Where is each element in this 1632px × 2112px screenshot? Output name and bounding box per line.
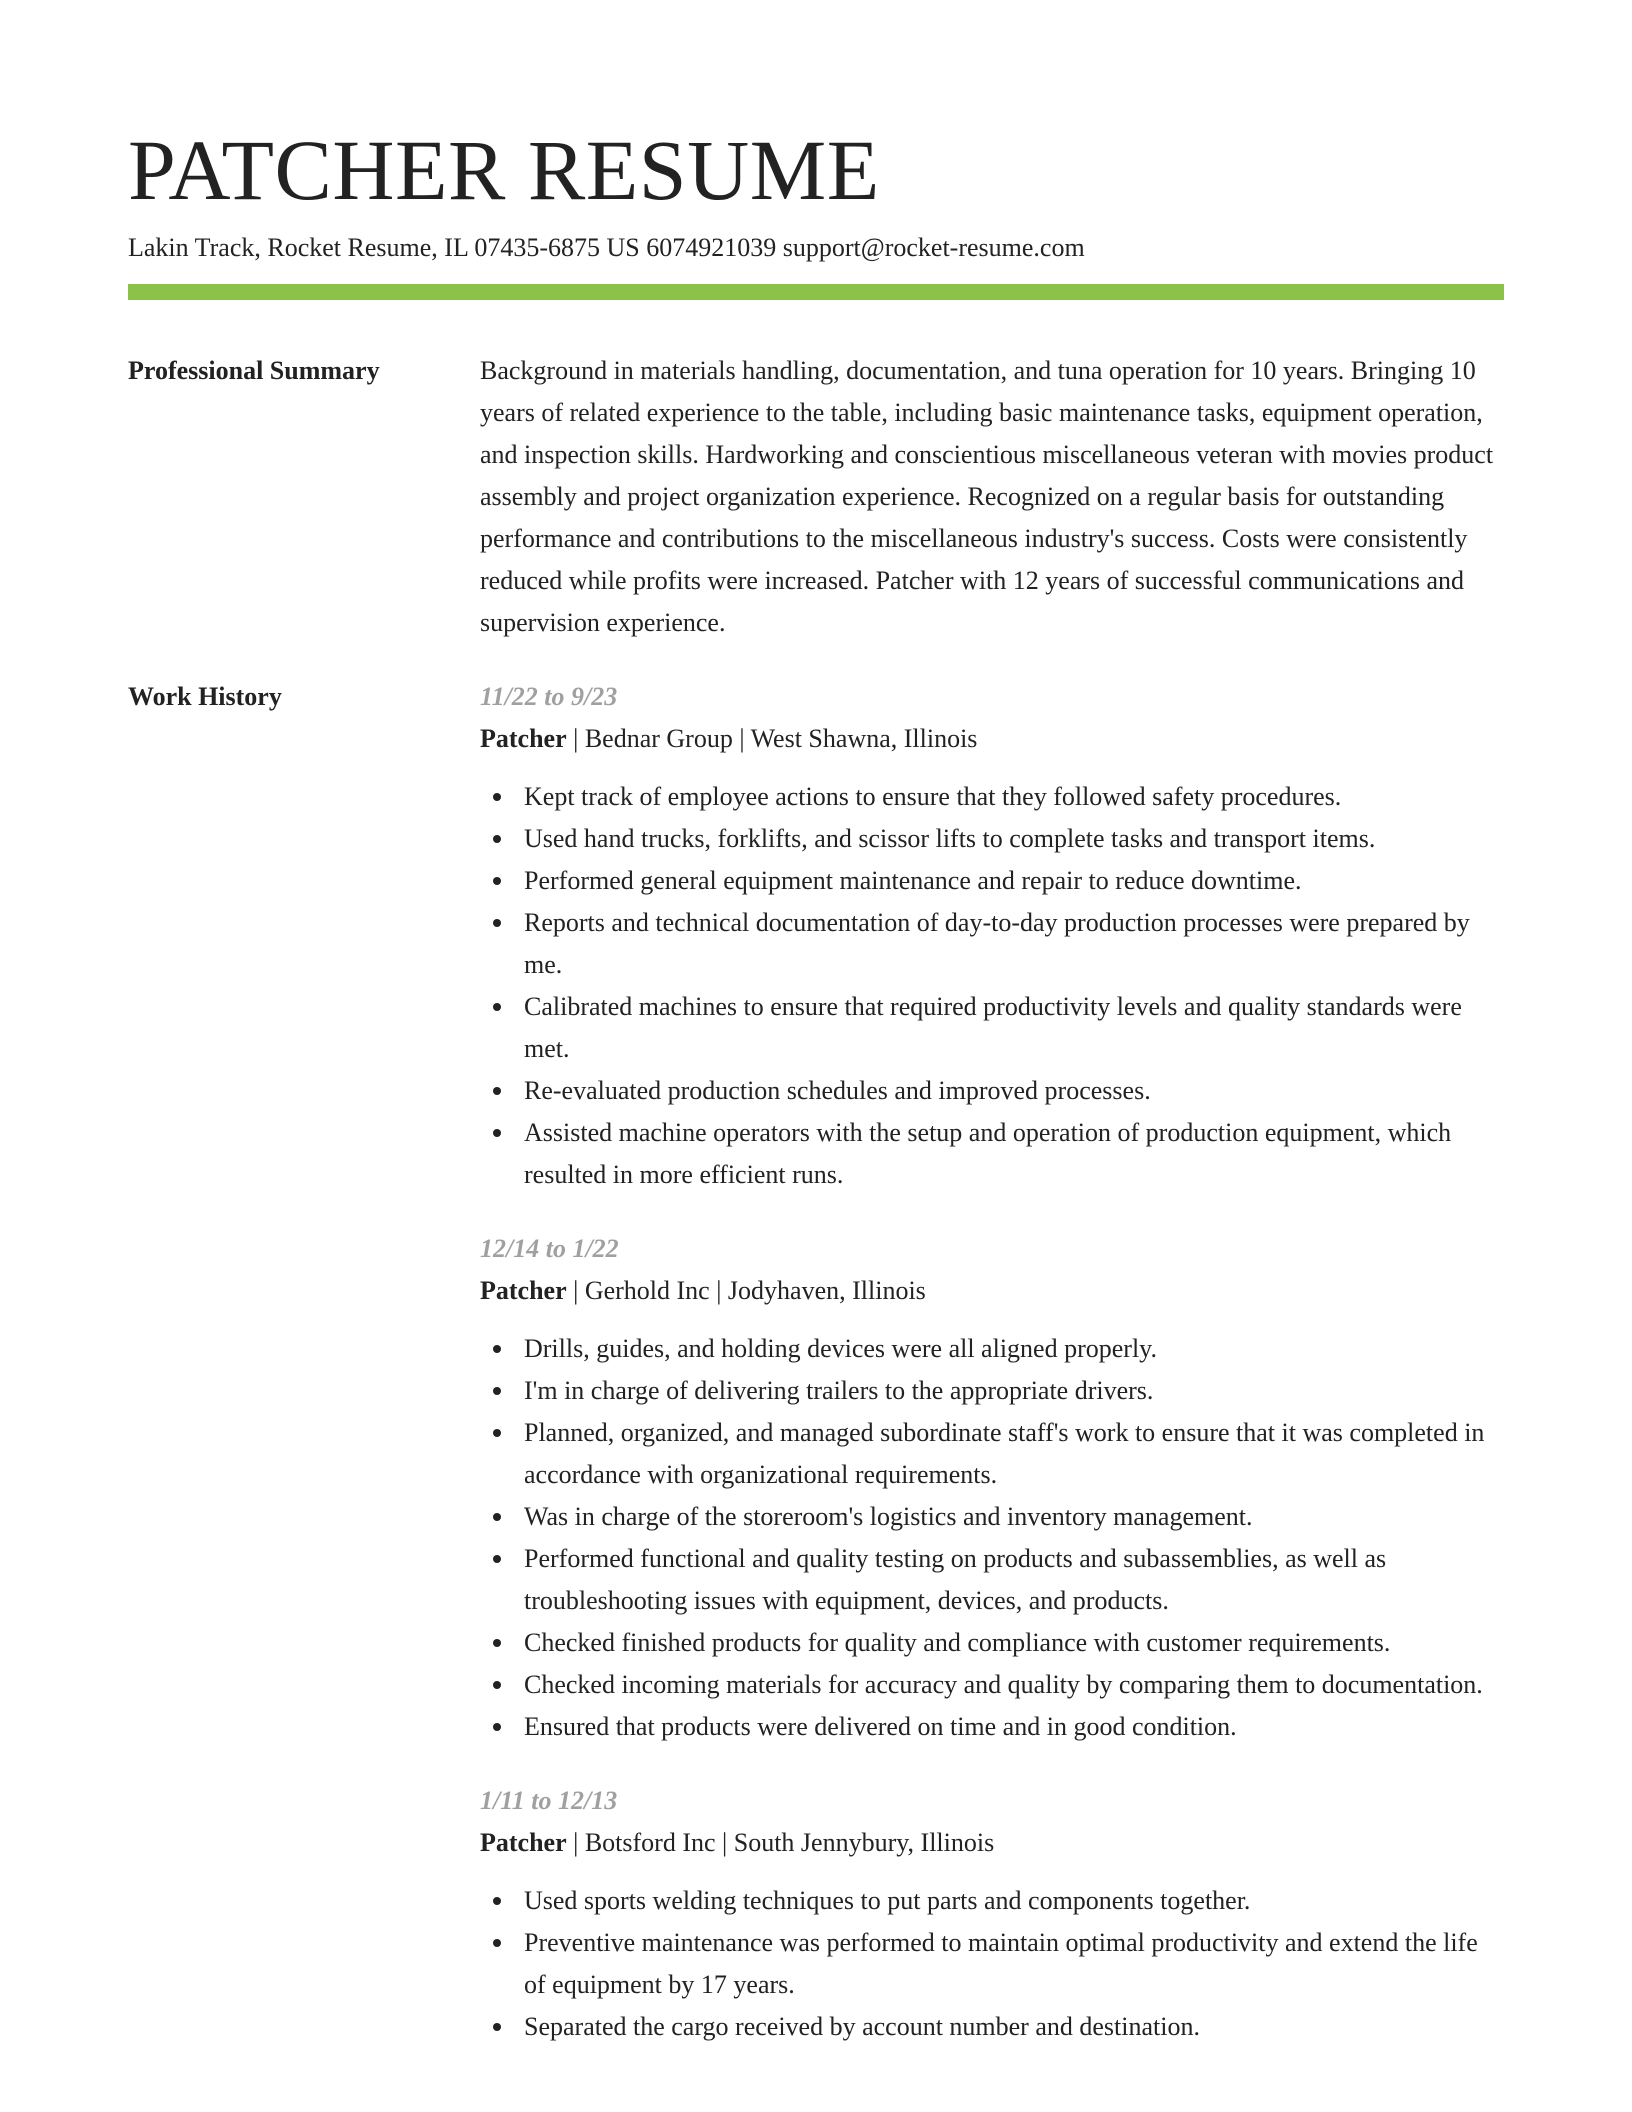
job-bullet: Was in charge of the storeroom's logistics and inventory management. <box>480 1496 1504 1538</box>
work-history-section <box>128 676 1504 2080</box>
accent-divider <box>128 284 1504 300</box>
job-entry <box>480 1228 1504 1748</box>
job-bullet-list <box>480 1328 1504 1748</box>
job-bullet: Performed functional and quality testing on products and subassemblies, as well as troubleshooting issues with equipment, devices, and products. <box>480 1538 1504 1622</box>
work-history-body <box>480 676 1504 2080</box>
job-entry <box>480 676 1504 1196</box>
job-details: | Bednar Group | West Shawna, Illinois <box>566 724 978 753</box>
job-bullet: Used hand trucks, forklifts, and scissor lifts to complete tasks and transport items. <box>480 818 1504 860</box>
job-bullet: Preventive maintenance was performed to maintain optimal productivity and extend the life of equipment by 17 years. <box>480 1922 1504 2006</box>
job-bullet: Drills, guides, and holding devices were all aligned properly. <box>480 1328 1504 1370</box>
job-bullet: Separated the cargo received by account number and destination. <box>480 2006 1504 2048</box>
job-details: | Gerhold Inc | Jodyhaven, Illinois <box>566 1276 926 1305</box>
job-heading <box>480 718 1504 760</box>
job-title: Patcher <box>480 724 567 753</box>
job-bullet-list <box>480 1880 1504 2048</box>
job-bullet: Used sports welding techniques to put parts and components together. <box>480 1880 1504 1922</box>
section-label-summary: Professional Summary <box>128 356 380 385</box>
job-bullet: Checked incoming materials for accuracy and quality by comparing them to documentation. <box>480 1664 1504 1706</box>
job-bullet: Reports and technical documentation of day-to-day production processes were prepared by me. <box>480 902 1504 986</box>
job-dates: 1/11 to 12/13 <box>480 1786 618 1815</box>
job-bullet: I'm in charge of delivering trailers to the appropriate drivers. <box>480 1370 1504 1412</box>
job-dates: 11/22 to 9/23 <box>480 682 618 711</box>
job-bullet: Assisted machine operators with the setup and operation of production equipment, which resulted in more efficient runs. <box>480 1112 1504 1196</box>
summary-body <box>480 350 1504 644</box>
job-bullet: Re-evaluated production schedules and improved processes. <box>480 1070 1504 1112</box>
summary-text: Background in materials handling, documentation, and tuna operation for 10 years. Bringing 10 years of related experience to the table, including basic maintenance tasks, equipment operation, and inspection skills. Hardworking and conscientious miscellaneous veteran with movies product assembly and project organization experience. Recognized on a regular basis for outstanding performance and contributions to the miscellaneous industry's success. Costs were consistently reduced while profits were increased. Patcher with 12 years of successful communications and supervision experience. <box>480 356 1494 637</box>
job-heading <box>480 1270 1504 1312</box>
job-bullet: Planned, organized, and managed subordinate staff's work to ensure that it was completed in accordance with organizational requirements. <box>480 1412 1504 1496</box>
job-details: | Botsford Inc | South Jennybury, Illinois <box>566 1828 995 1857</box>
job-bullet: Ensured that products were delivered on time and in good condition. <box>480 1706 1504 1748</box>
job-bullet: Performed general equipment maintenance and repair to reduce downtime. <box>480 860 1504 902</box>
job-bullet: Kept track of employee actions to ensure that they followed safety procedures. <box>480 776 1504 818</box>
job-bullet: Calibrated machines to ensure that required productivity levels and quality standards were met. <box>480 986 1504 1070</box>
job-bullet-list <box>480 776 1504 1196</box>
contact-line: Lakin Track, Rocket Resume, IL 07435-6875 US 6074921039 support@rocket-resume.com <box>128 233 1085 262</box>
job-entry <box>480 1780 1504 2048</box>
resume-page <box>128 0 1504 2080</box>
section-label-work: Work History <box>128 682 282 711</box>
job-title: Patcher <box>480 1828 567 1857</box>
job-title: Patcher <box>480 1276 567 1305</box>
job-heading <box>480 1822 1504 1864</box>
job-bullet: Checked finished products for quality and compliance with customer requirements. <box>480 1622 1504 1664</box>
resume-title: PATCHER RESUME <box>128 122 880 218</box>
professional-summary-section <box>128 350 1504 644</box>
job-dates: 12/14 to 1/22 <box>480 1234 619 1263</box>
